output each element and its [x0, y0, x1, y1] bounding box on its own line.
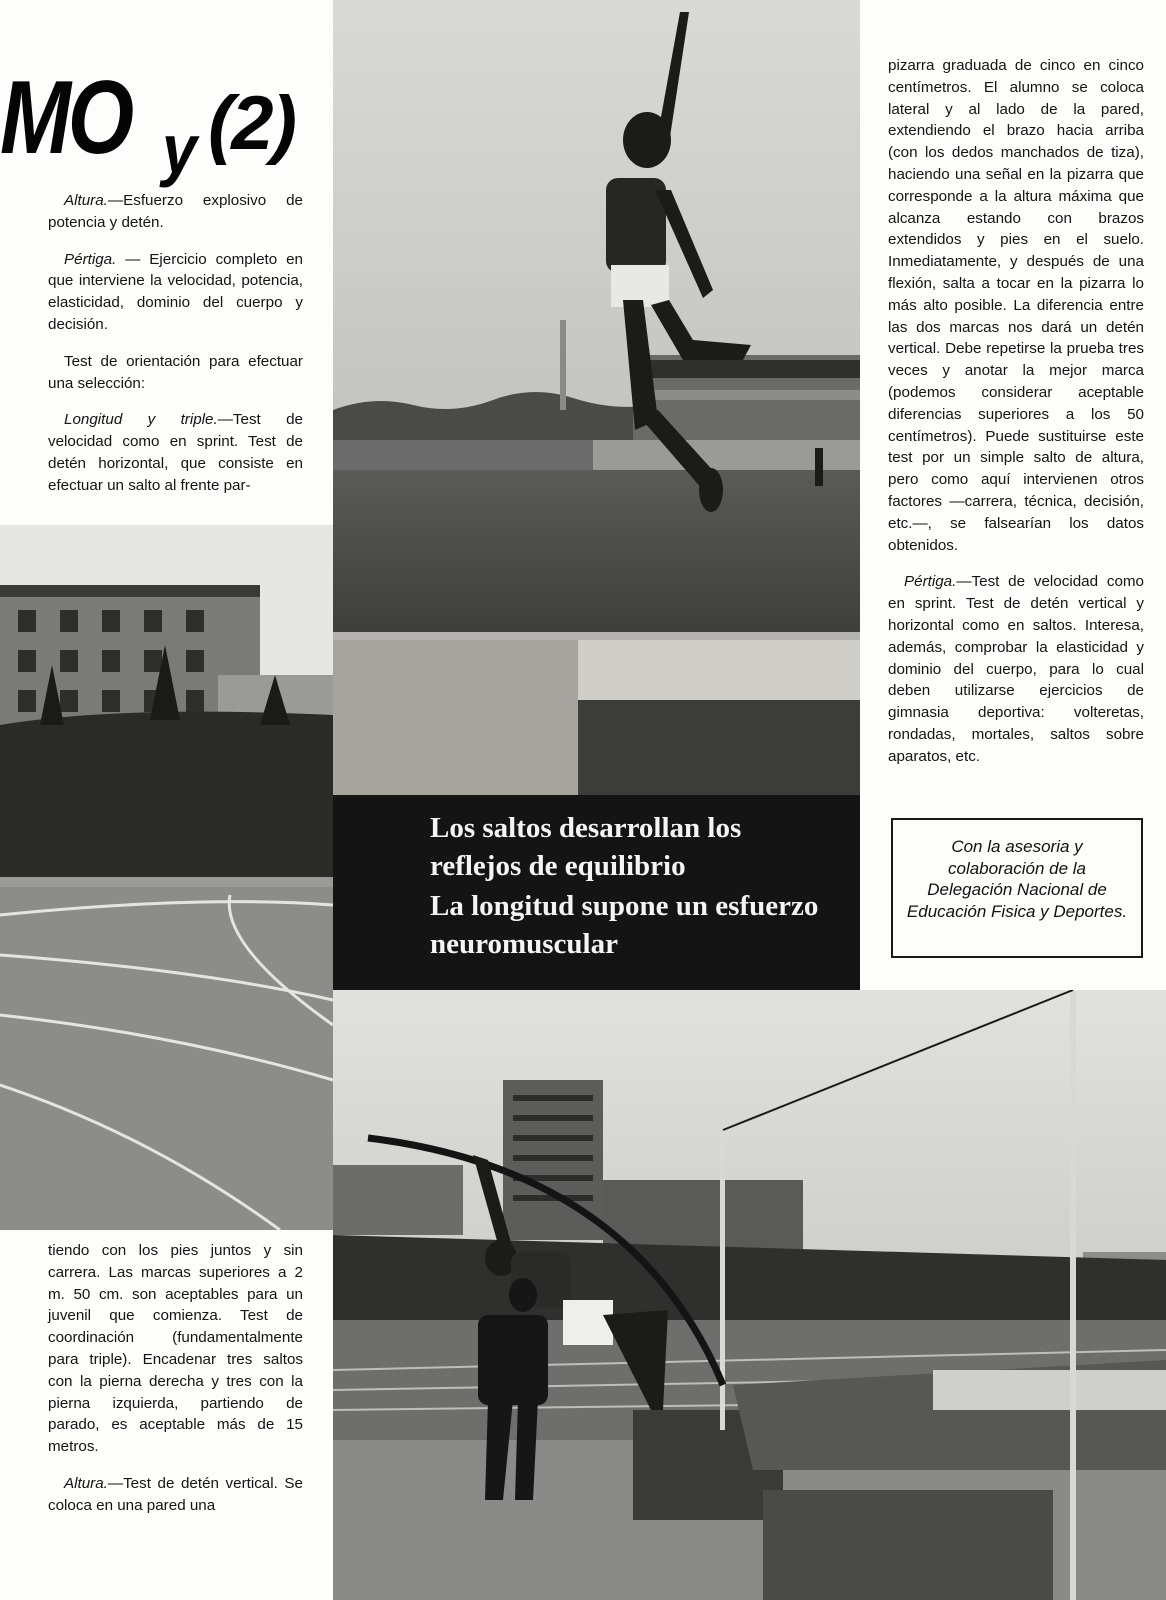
text-column-right	[888, 55, 1144, 768]
text-column-left-top	[48, 190, 303, 497]
paragraph	[888, 571, 1144, 767]
photo-track	[0, 525, 333, 1230]
photo-long-jump	[333, 0, 860, 795]
paragraph-lead: Altura.	[64, 1474, 108, 1492]
paragraph	[48, 249, 303, 336]
headline-part-2: y	[162, 110, 198, 188]
paragraph-text: —Test de velocidad como en sprint. Test de detén horizontal, que consiste en efectuar un salto al frente par-	[48, 411, 304, 494]
paragraph	[48, 351, 303, 395]
paragraph-text: —Test de velocidad como en sprint. Test de detén vertical y horizontal como en saltos. Interesa, además, comprobar la elasticidad y dominio del cuerpo, para lo cual deben utilizarse ejercicios de gimnasia deportiva: volteretas, rondadas, mortales, saltos sobre aparatos, etc.	[888, 573, 1144, 765]
paragraph-lead: Pértiga.	[64, 250, 117, 268]
text-column-left-bottom	[48, 1240, 303, 1517]
caption-line-2: La longitud supone un esfuerzo neuromuscular	[430, 890, 819, 960]
headline	[0, 60, 330, 188]
paragraph	[48, 1240, 303, 1458]
paragraph	[48, 409, 303, 496]
paragraph	[48, 1473, 303, 1517]
pole-vault-image	[333, 990, 1166, 1600]
headline-part-1: MO	[0, 60, 131, 176]
paragraph-text: tiendo con los pies juntos y sin carrera. Las marcas superiores a 2 m. 50 cm. son aceptables para un juvenil que comienza. Test de coordinación (fundamentalmente para triple). Encadenar tres saltos con la pierna derecha y tres con la pierna izquierda, partiendo de parado, es aceptable más de 15 metros.	[48, 1242, 303, 1456]
photo-pole-vault	[333, 990, 1166, 1600]
long-jump-image	[333, 0, 860, 795]
paragraph-text: pizarra graduada de cinco en cinco centímetros. El alumno se coloca lateral y al lado de la pared, extendiendo el brazo hacia arriba (con los dedos manchados de tiza), haciendo una señal en la pizarra que corresponde a la altura máxima que alcanza estando con brazos extendidos y pies en el suelo. Inmediatamente, y después de una flexión, salta a tocar en la pizarra lo más alto posible. La diferencia entre las dos marcas nos dará un detén vertical. Debe repetirse la prueba tres veces y anotar la mejor marca (podemos considerar aceptable diferencias superiores a los 50 centímetros). Puede sustituirse este test por un simple salto de altura, pero como aquí intervienen otros factores —carrera, técnica, decisión, etc.—, se falsearían los datos obtenidos.	[888, 57, 1144, 554]
paragraph-lead: Longitud y triple.	[64, 411, 218, 429]
paragraph-lead: Pértiga.	[904, 573, 957, 591]
credit-text: Con la asesoria y colaboración de la Delegación Nacional de Educación Fisica y Deportes.	[906, 837, 1128, 921]
paragraph-text: —Esfuerzo explosivo de potencia y detén.	[48, 192, 303, 231]
paragraph	[888, 55, 1144, 556]
paragraph-text: — Ejercicio completo en que interviene la velocidad, potencia, elasticidad, dominio del cuerpo y decisión.	[48, 250, 303, 333]
paragraph-lead: Altura.	[64, 192, 108, 209]
headline-part-3: (2)	[208, 81, 295, 166]
paragraph-text: —Test de detén vertical. Se coloca en una pared una	[48, 1474, 303, 1514]
paragraph	[48, 190, 303, 234]
caption-line-1: Los saltos desarrollan los reflejos de equilibrio	[430, 812, 742, 882]
credit-box	[891, 818, 1143, 958]
paragraph-text: Test de orientación para efectuar una selección:	[48, 352, 303, 392]
photo-caption	[333, 795, 860, 990]
track-image	[0, 525, 333, 1230]
